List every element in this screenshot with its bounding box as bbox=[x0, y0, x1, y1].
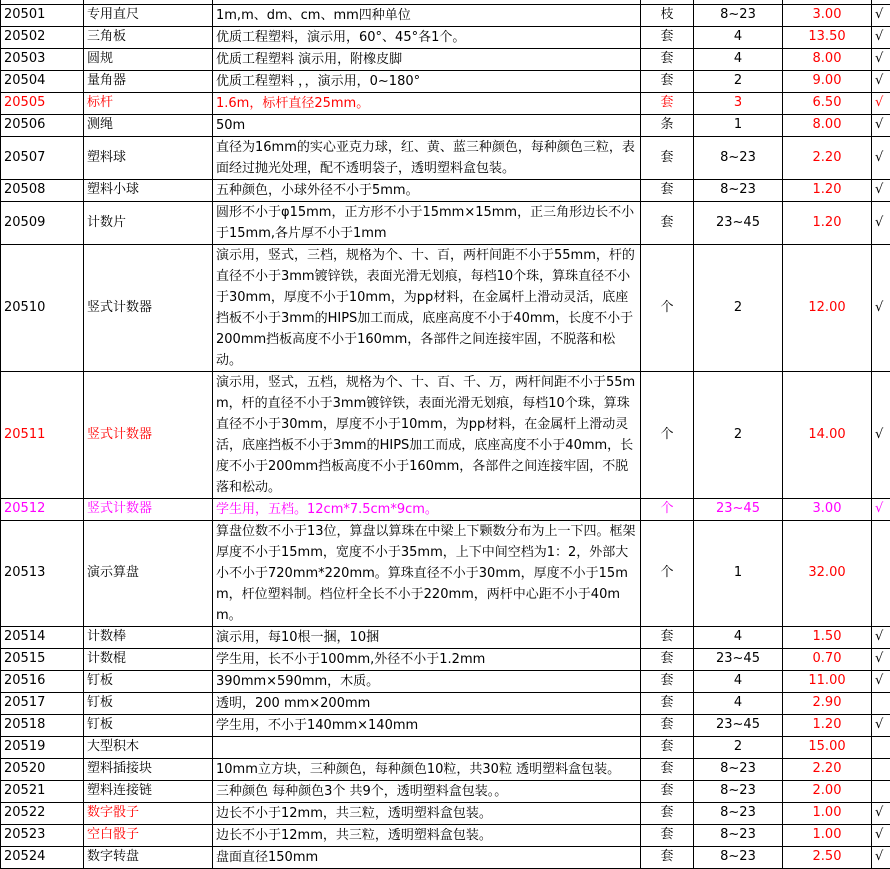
cell-name[interactable]: 空白骰子 bbox=[84, 824, 213, 846]
cell-check[interactable] bbox=[872, 693, 890, 715]
cell-desc[interactable]: 直径为16mm的实心亚克力球，红、黄、蓝三种颜色，每种颜色三粒，表面经过抛光处理，配不透明袋子，透明塑料盒包装。 bbox=[213, 137, 641, 180]
cell-name[interactable]: 量角器 bbox=[84, 71, 213, 93]
cell-desc[interactable]: 盘面直径150mm bbox=[213, 846, 641, 868]
cell-desc[interactable] bbox=[213, 737, 641, 759]
cell-name[interactable]: 钉板 bbox=[84, 671, 213, 693]
cell-check[interactable] bbox=[872, 737, 890, 759]
table-row bbox=[1, 137, 890, 180]
table-row bbox=[1, 180, 890, 202]
cell-name[interactable]: 钉板 bbox=[84, 715, 213, 737]
cell-desc[interactable]: 1m,m、dm、cm、mm四种单位 bbox=[213, 5, 641, 27]
cell-check[interactable]: √ bbox=[872, 5, 890, 27]
table-row bbox=[1, 499, 890, 521]
table-row bbox=[1, 93, 890, 115]
cell-desc[interactable]: 演示用，每10根一捆，10捆 bbox=[213, 627, 641, 649]
cell-qty[interactable]: 8~23 bbox=[694, 780, 783, 802]
cell-unit[interactable]: 枝 bbox=[641, 5, 694, 27]
cell-unit[interactable]: 个 bbox=[641, 499, 694, 521]
cell-name[interactable]: 竖式计数器 bbox=[84, 372, 213, 499]
cell-qty[interactable]: 23~45 bbox=[694, 715, 783, 737]
cell-check[interactable]: √ bbox=[872, 627, 890, 649]
cell-desc[interactable]: 学生用，不小于140mm×140mm bbox=[213, 715, 641, 737]
cell-qty[interactable]: 8~23 bbox=[694, 137, 783, 180]
table-row bbox=[1, 802, 890, 824]
cell-code[interactable]: 20515 bbox=[1, 649, 84, 671]
cell-qty[interactable]: 8~23 bbox=[694, 802, 783, 824]
cell-desc[interactable]: 优质工程塑料，演示用，60°、45°各1个。 bbox=[213, 27, 641, 49]
cell-check[interactable]: √ bbox=[872, 671, 890, 693]
cell-qty[interactable]: 1 bbox=[694, 115, 783, 137]
cell-unit[interactable]: 套 bbox=[641, 671, 694, 693]
cell-price[interactable]: 0.70 bbox=[783, 649, 872, 671]
table-row bbox=[1, 693, 890, 715]
cell-qty[interactable]: 8~23 bbox=[694, 846, 783, 868]
cell-name[interactable]: 数字骰子 bbox=[84, 802, 213, 824]
cell-price[interactable]: 32.00 bbox=[783, 521, 872, 627]
cell-unit[interactable]: 套 bbox=[641, 824, 694, 846]
cell-unit[interactable]: 个 bbox=[641, 521, 694, 627]
cell-price[interactable]: 13.50 bbox=[783, 27, 872, 49]
cell-code[interactable]: 20503 bbox=[1, 49, 84, 71]
cell-desc[interactable]: 三种颜色 每种颜色3个 共9个，透明塑料盒包装。。 bbox=[213, 780, 641, 802]
cell-name[interactable]: 计数片 bbox=[84, 202, 213, 245]
cell-price[interactable]: 2.90 bbox=[783, 693, 872, 715]
cell-qty[interactable]: 4 bbox=[694, 627, 783, 649]
cell-check[interactable]: √ bbox=[872, 115, 890, 137]
cell-unit[interactable]: 套 bbox=[641, 627, 694, 649]
cell-code[interactable]: 20501 bbox=[1, 5, 84, 27]
cell-qty[interactable]: 2 bbox=[694, 71, 783, 93]
cell-price[interactable]: 15.00 bbox=[783, 737, 872, 759]
cell-desc[interactable]: 透明，200 mm×200mm bbox=[213, 693, 641, 715]
cell-qty[interactable]: 8~23 bbox=[694, 5, 783, 27]
cell-check[interactable]: √ bbox=[872, 499, 890, 521]
cell-unit[interactable]: 套 bbox=[641, 693, 694, 715]
cell-code[interactable]: 20523 bbox=[1, 824, 84, 846]
cell-desc[interactable]: 学生用，长不小于100mm,外径不小于1.2mm bbox=[213, 649, 641, 671]
cell-qty[interactable]: 2 bbox=[694, 372, 783, 499]
cell-name[interactable]: 计数棒 bbox=[84, 627, 213, 649]
cell-unit[interactable]: 套 bbox=[641, 846, 694, 868]
table-row bbox=[1, 758, 890, 780]
cell-price[interactable]: 1.00 bbox=[783, 824, 872, 846]
cell-qty[interactable]: 23~45 bbox=[694, 649, 783, 671]
cell-qty[interactable]: 4 bbox=[694, 693, 783, 715]
cell-unit[interactable]: 套 bbox=[641, 71, 694, 93]
cell-name[interactable]: 三角板 bbox=[84, 27, 213, 49]
cell-price[interactable]: 14.00 bbox=[783, 372, 872, 499]
cell-name[interactable]: 塑料插接块 bbox=[84, 758, 213, 780]
cell-name[interactable]: 测绳 bbox=[84, 115, 213, 137]
cell-code[interactable]: 20519 bbox=[1, 737, 84, 759]
cell-check[interactable]: √ bbox=[872, 180, 890, 202]
cell-price[interactable]: 6.50 bbox=[783, 93, 872, 115]
cell-code[interactable]: 20506 bbox=[1, 115, 84, 137]
cell-desc[interactable]: 边长不小于12mm，共三粒，透明塑料盒包装。 bbox=[213, 802, 641, 824]
cell-price[interactable]: 3.00 bbox=[783, 499, 872, 521]
cell-desc[interactable]: 演示用，竖式，五档，规格为个、十、百、千、万，两杆间距不小于55mm，杆的直径不小于3mm镀锌铁，表面光滑无划痕，每档10个珠，算珠直径不小于30mm，厚度不小于10mm，为pp材料，在金属杆上滑动灵活，底座挡板不小于3mm的HIPS加工而成，底座高度不小于40mm，长度不小于200mm挡板高度不小于160mm，各部件之间连接牢固，不脱落和松动。 bbox=[213, 372, 641, 499]
table-row bbox=[1, 780, 890, 802]
cell-name[interactable]: 演示算盘 bbox=[84, 521, 213, 627]
cell-check[interactable]: √ bbox=[872, 202, 890, 245]
cell-code[interactable]: 20505 bbox=[1, 93, 84, 115]
cell-unit[interactable]: 套 bbox=[641, 649, 694, 671]
cell-unit[interactable]: 套 bbox=[641, 93, 694, 115]
cell-desc[interactable]: 圆形不小于φ15mm，正方形不小于15mm×15mm，正三角形边长不小于15mm,各片厚不小于1mm bbox=[213, 202, 641, 245]
cell-check[interactable] bbox=[872, 521, 890, 627]
table-row bbox=[1, 824, 890, 846]
cell-unit[interactable]: 套 bbox=[641, 802, 694, 824]
cell-name[interactable]: 塑料小球 bbox=[84, 180, 213, 202]
cell-desc[interactable]: 390mm×590mm，木质。 bbox=[213, 671, 641, 693]
cell-qty[interactable]: 2 bbox=[694, 737, 783, 759]
cell-check[interactable]: √ bbox=[872, 846, 890, 868]
table-row bbox=[1, 372, 890, 499]
table-row bbox=[1, 715, 890, 737]
cell-name[interactable]: 计数棍 bbox=[84, 649, 213, 671]
cell-qty[interactable]: 1 bbox=[694, 521, 783, 627]
cell-unit[interactable]: 套 bbox=[641, 180, 694, 202]
cell-name[interactable]: 标杆 bbox=[84, 93, 213, 115]
cell-unit[interactable]: 套 bbox=[641, 49, 694, 71]
cell-unit[interactable]: 套 bbox=[641, 737, 694, 759]
cell-code[interactable]: 20522 bbox=[1, 802, 84, 824]
cell-price[interactable]: 2.20 bbox=[783, 137, 872, 180]
cell-check[interactable]: √ bbox=[872, 49, 890, 71]
cell-desc[interactable]: 五种颜色，小球外径不小于5mm。 bbox=[213, 180, 641, 202]
cell-check[interactable]: √ bbox=[872, 715, 890, 737]
table-row bbox=[1, 245, 890, 372]
cell-qty[interactable]: 4 bbox=[694, 671, 783, 693]
cell-name[interactable]: 塑料连接链 bbox=[84, 780, 213, 802]
cell-price[interactable]: 9.00 bbox=[783, 71, 872, 93]
cell-code[interactable]: 20520 bbox=[1, 758, 84, 780]
cell-code[interactable]: 20517 bbox=[1, 693, 84, 715]
cell-code[interactable]: 20502 bbox=[1, 27, 84, 49]
cell-name[interactable]: 竖式计数器 bbox=[84, 499, 213, 521]
cell-check[interactable]: √ bbox=[872, 245, 890, 372]
cell-price[interactable]: 1.20 bbox=[783, 715, 872, 737]
cell-desc[interactable]: 1.6m，标杆直径25mm。 bbox=[213, 93, 641, 115]
cell-qty[interactable]: 23~45 bbox=[694, 499, 783, 521]
cell-qty[interactable]: 8~23 bbox=[694, 758, 783, 780]
cell-unit[interactable]: 条 bbox=[641, 115, 694, 137]
table-row bbox=[1, 115, 890, 137]
table-row bbox=[1, 846, 890, 868]
cell-check[interactable]: √ bbox=[872, 824, 890, 846]
cell-name[interactable]: 竖式计数器 bbox=[84, 245, 213, 372]
cell-price[interactable]: 2.00 bbox=[783, 780, 872, 802]
table-row bbox=[1, 27, 890, 49]
cell-check[interactable] bbox=[872, 758, 890, 780]
cell-price[interactable]: 8.00 bbox=[783, 49, 872, 71]
cell-unit[interactable]: 套 bbox=[641, 715, 694, 737]
cell-qty[interactable]: 3 bbox=[694, 93, 783, 115]
cell-price[interactable]: 8.00 bbox=[783, 115, 872, 137]
cell-unit[interactable]: 套 bbox=[641, 202, 694, 245]
table-row bbox=[1, 5, 890, 27]
cell-name[interactable]: 专用直尺 bbox=[84, 5, 213, 27]
cell-name[interactable]: 塑料球 bbox=[84, 137, 213, 180]
cell-name[interactable]: 钉板 bbox=[84, 693, 213, 715]
table-row bbox=[1, 649, 890, 671]
cell-code[interactable]: 20510 bbox=[1, 245, 84, 372]
cell-price[interactable]: 2.50 bbox=[783, 846, 872, 868]
cell-price[interactable]: 12.00 bbox=[783, 245, 872, 372]
cell-code[interactable]: 20518 bbox=[1, 715, 84, 737]
cell-price[interactable]: 1.00 bbox=[783, 802, 872, 824]
table-row bbox=[1, 49, 890, 71]
cell-unit[interactable]: 套 bbox=[641, 758, 694, 780]
cell-desc[interactable]: 50m bbox=[213, 115, 641, 137]
cell-desc[interactable]: 算盘位数不小于13位，算盘以算珠在中梁上下颗数分布为上一下四。框架厚度不小于15mm，宽度不小于35mm，上下中间空档为1：2，外部大小不小于720mm*220mm。算珠直径不小于30mm，厚度不小于15mm，杆位塑料制。档位杆全长不小于220mm，两杆中心距不小于40mm。 bbox=[213, 521, 641, 627]
cell-price[interactable]: 1.20 bbox=[783, 180, 872, 202]
cell-unit[interactable]: 套 bbox=[641, 137, 694, 180]
cell-price[interactable]: 1.20 bbox=[783, 202, 872, 245]
cell-price[interactable]: 11.00 bbox=[783, 671, 872, 693]
cell-code[interactable]: 20504 bbox=[1, 71, 84, 93]
cell-check[interactable]: √ bbox=[872, 802, 890, 824]
cell-code[interactable]: 20512 bbox=[1, 499, 84, 521]
cell-code[interactable]: 20516 bbox=[1, 671, 84, 693]
cell-code[interactable]: 20507 bbox=[1, 137, 84, 180]
table-row bbox=[1, 202, 890, 245]
cell-unit[interactable]: 个 bbox=[641, 245, 694, 372]
cell-unit[interactable]: 个 bbox=[641, 372, 694, 499]
table-body bbox=[1, 0, 890, 868]
cell-qty[interactable]: 8~23 bbox=[694, 180, 783, 202]
cell-qty[interactable]: 2 bbox=[694, 245, 783, 372]
cell-name[interactable]: 圆规 bbox=[84, 49, 213, 71]
table-row bbox=[1, 71, 890, 93]
cell-desc[interactable]: 优质工程塑料 演示用，附橡皮脚 bbox=[213, 49, 641, 71]
table-row bbox=[1, 521, 890, 627]
cell-qty[interactable]: 23~45 bbox=[694, 202, 783, 245]
cell-name[interactable]: 数字转盘 bbox=[84, 846, 213, 868]
cell-desc[interactable]: 学生用，五档。12cm*7.5cm*9cm。 bbox=[213, 499, 641, 521]
cell-qty[interactable]: 8~23 bbox=[694, 824, 783, 846]
table-row bbox=[1, 627, 890, 649]
cell-check[interactable]: √ bbox=[872, 27, 890, 49]
cell-code[interactable]: 20514 bbox=[1, 627, 84, 649]
cell-check[interactable]: √ bbox=[872, 372, 890, 499]
table-row bbox=[1, 671, 890, 693]
cell-check[interactable]: √ bbox=[872, 93, 890, 115]
table-row bbox=[1, 737, 890, 759]
cell-check[interactable] bbox=[872, 780, 890, 802]
cell-unit[interactable]: 套 bbox=[641, 27, 694, 49]
cell-code[interactable]: 20521 bbox=[1, 780, 84, 802]
cell-desc[interactable]: 优质工程塑料 ，，演示用，0~180° bbox=[213, 71, 641, 93]
cell-check[interactable]: √ bbox=[872, 649, 890, 671]
cell-qty[interactable]: 4 bbox=[694, 49, 783, 71]
cell-name[interactable]: 大型积木 bbox=[84, 737, 213, 759]
cell-code[interactable]: 20508 bbox=[1, 180, 84, 202]
cell-code[interactable]: 20524 bbox=[1, 846, 84, 868]
cell-desc[interactable]: 演示用，竖式，三档，规格为个、十、百，两杆间距不小于55mm，杆的直径不小于3mm镀锌铁，表面光滑无划痕，每档10个珠，算珠直径不小于30mm，厚度不小于10mm，为pp材料，在金属杆上滑动灵活，底座挡板不小于3mm的HIPS加工而成，底座高度不小于40mm，长度不小于200mm挡板高度不小于160mm，各部件之间连接牢固，不脱落和松动。 bbox=[213, 245, 641, 372]
cell-code[interactable]: 20511 bbox=[1, 372, 84, 499]
cell-price[interactable]: 2.20 bbox=[783, 758, 872, 780]
cell-price[interactable]: 3.00 bbox=[783, 5, 872, 27]
cell-desc[interactable]: 边长不小于12mm，共三粒，透明塑料盒包装。 bbox=[213, 824, 641, 846]
cell-price[interactable]: 1.50 bbox=[783, 627, 872, 649]
cell-check[interactable]: √ bbox=[872, 71, 890, 93]
cell-desc[interactable]: 10mm立方块，三种颜色，每种颜色10粒，共30粒 透明塑料盒包装。 bbox=[213, 758, 641, 780]
cell-qty[interactable]: 4 bbox=[694, 27, 783, 49]
cell-code[interactable]: 20513 bbox=[1, 521, 84, 627]
cell-code[interactable]: 20509 bbox=[1, 202, 84, 245]
cell-unit[interactable]: 套 bbox=[641, 780, 694, 802]
cell-check[interactable]: √ bbox=[872, 137, 890, 180]
